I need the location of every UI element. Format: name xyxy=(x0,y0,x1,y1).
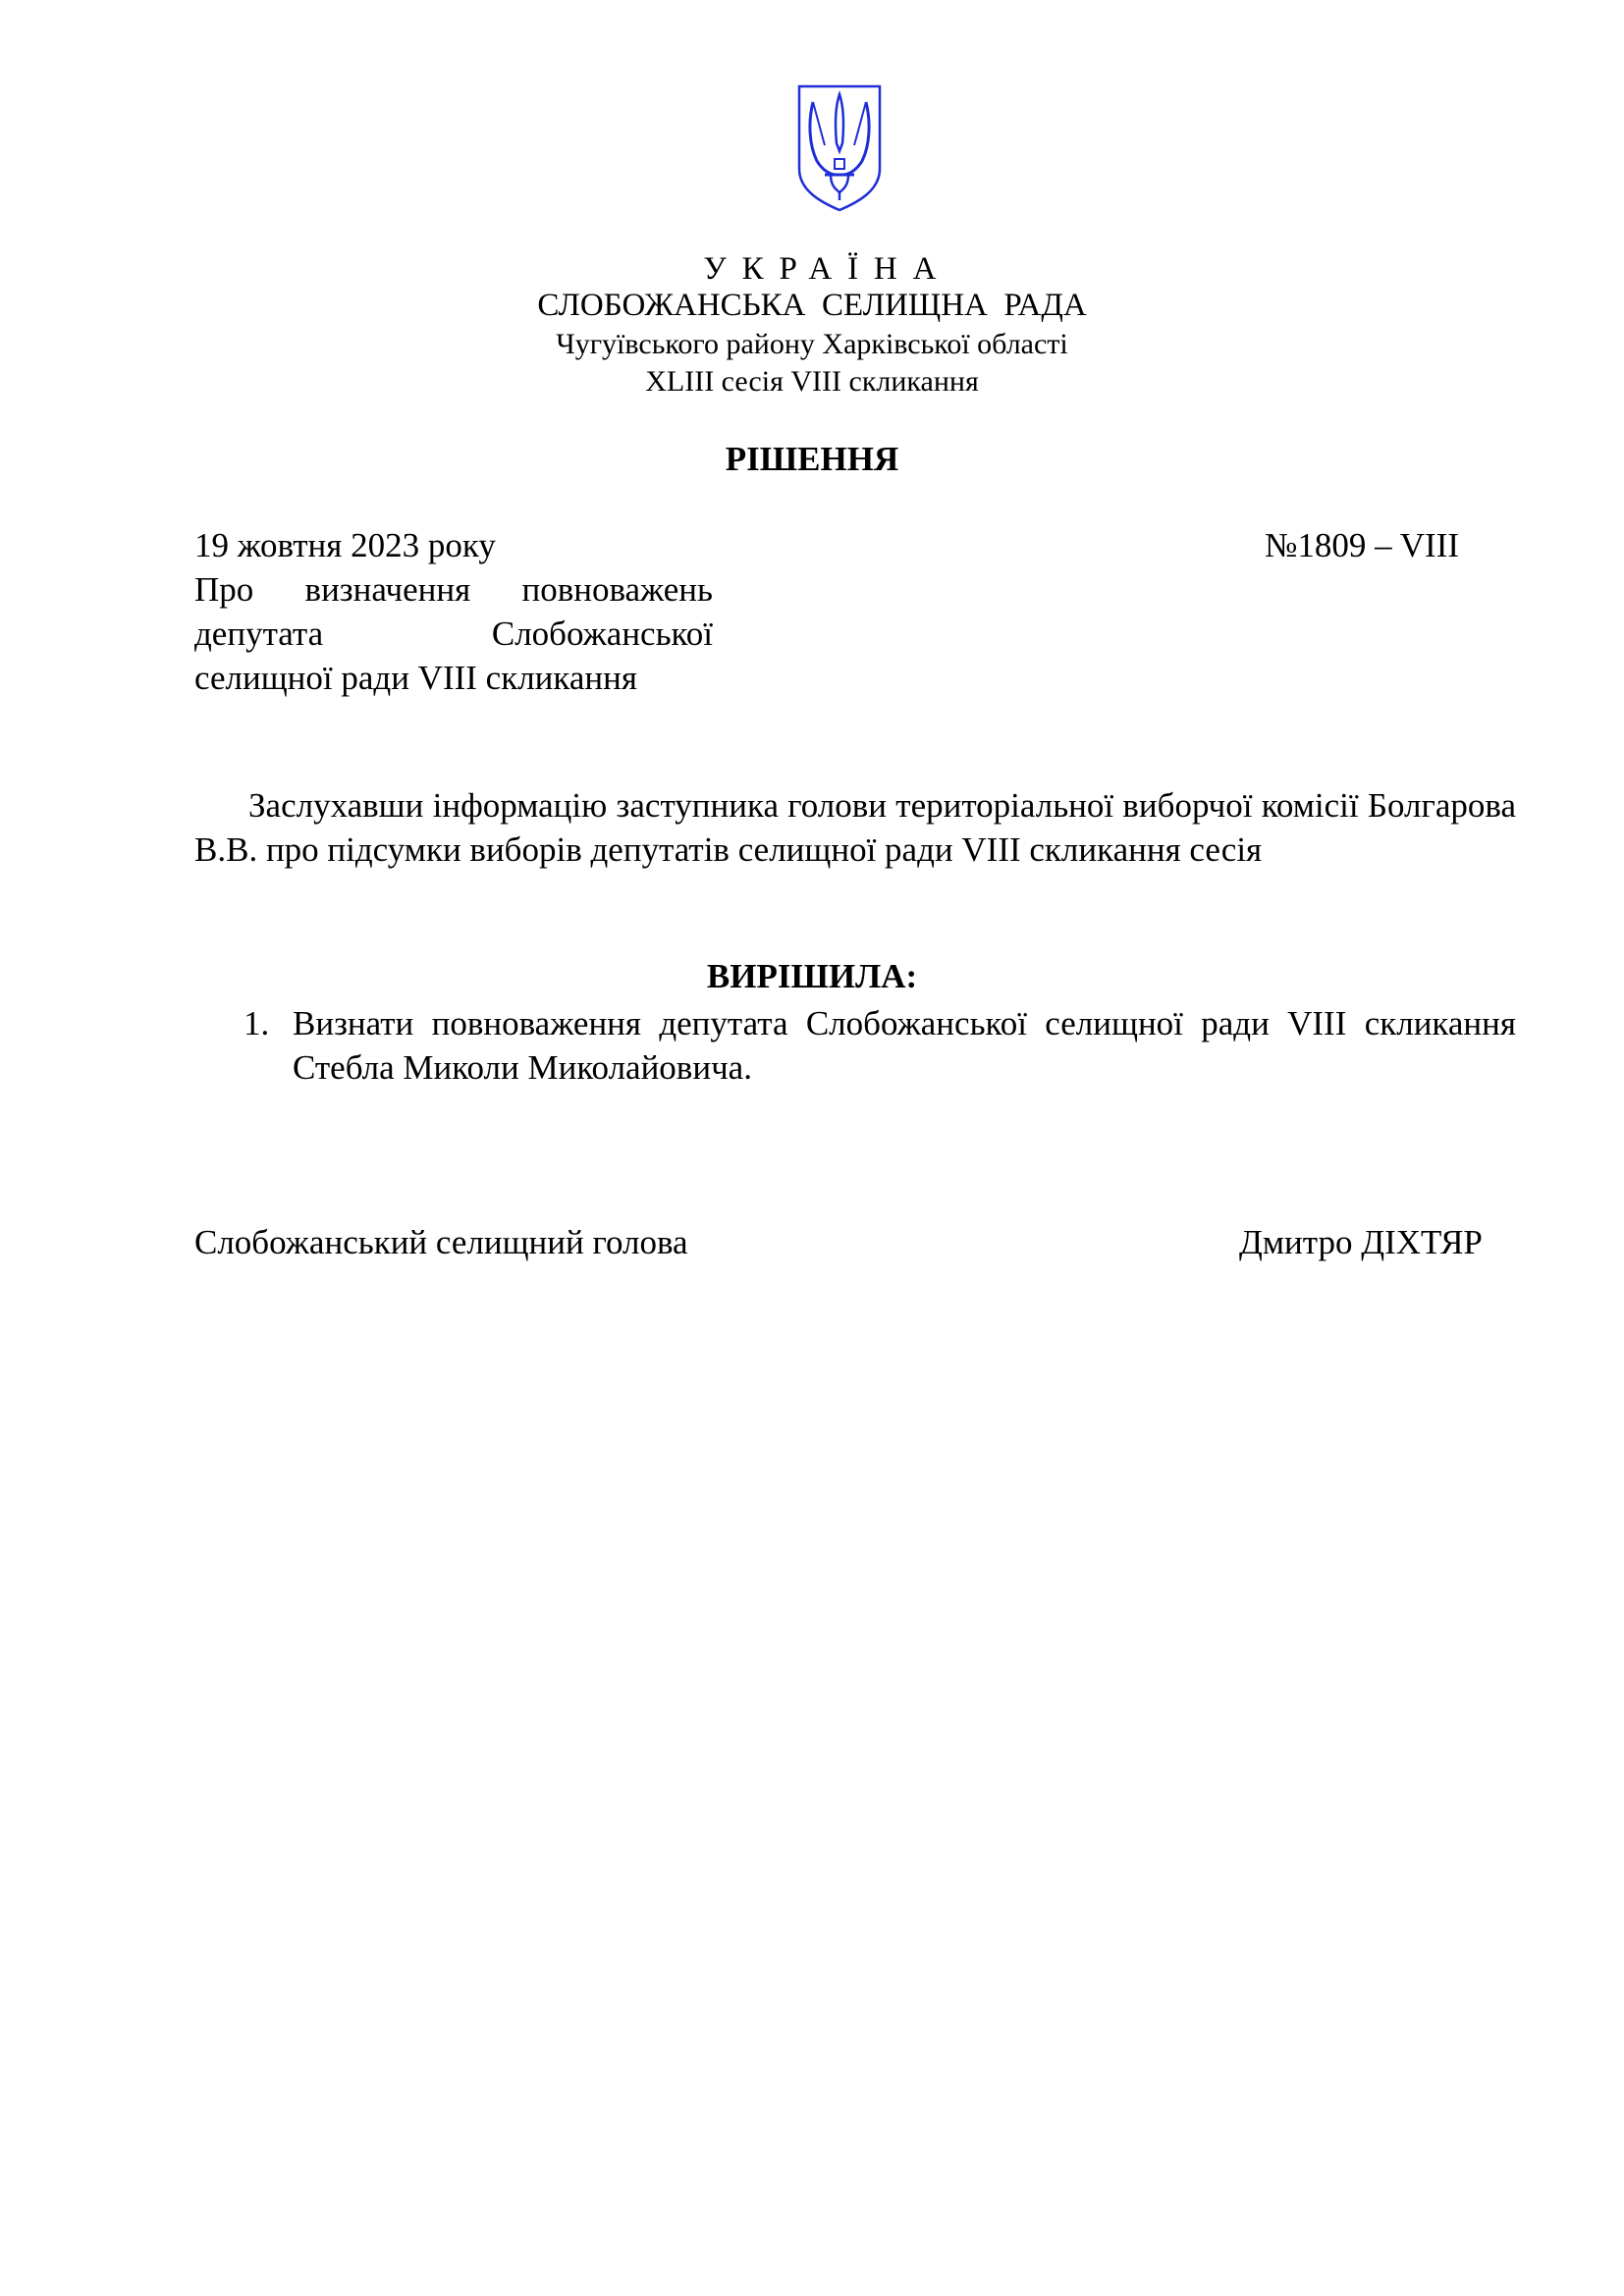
subject-line: депутата Слобожанської xyxy=(194,614,713,653)
preamble-paragraph: Заслухавши інформацію заступника голови територіальної виборчої комісії Болгарова В.В. про підсумки виборів депутатів селищної ради VIII скликання сесія xyxy=(194,786,1516,869)
document-subject xyxy=(194,567,713,700)
resolution-item-number: 1. xyxy=(244,1004,270,1042)
council-name: СЛОБОЖАНСЬКА СЕЛИЩНА РАДА xyxy=(537,288,1087,323)
signatory-role: Слобожанський селищний голова xyxy=(194,1223,688,1261)
document-date: 19 жовтня 2023 року xyxy=(194,526,496,564)
country-name: УКРАЇНА xyxy=(703,251,952,287)
document-title: РІШЕННЯ xyxy=(725,440,899,478)
resolution-item xyxy=(244,1001,1516,1090)
document-number: №1809 – VIII xyxy=(1265,526,1460,564)
session-info: XLIII сесія VIII скликання xyxy=(645,365,979,398)
subject-line: селищної ради VIII скликання xyxy=(194,659,637,697)
resolved-heading: ВИРІШИЛА: xyxy=(706,957,918,995)
trident-coat-of-arms-icon xyxy=(795,82,884,214)
district-name: Чугуївського району Харківської області xyxy=(556,328,1068,360)
subject-line: Про визначення повноважень xyxy=(194,570,713,609)
signatory-name: Дмитро ДІХТЯР xyxy=(1239,1223,1483,1261)
resolution-item-text: Визнати повноваження депутата Слобожанської селищної ради VIII скликання Стебла Миколи Миколайовича. xyxy=(293,1004,1516,1087)
